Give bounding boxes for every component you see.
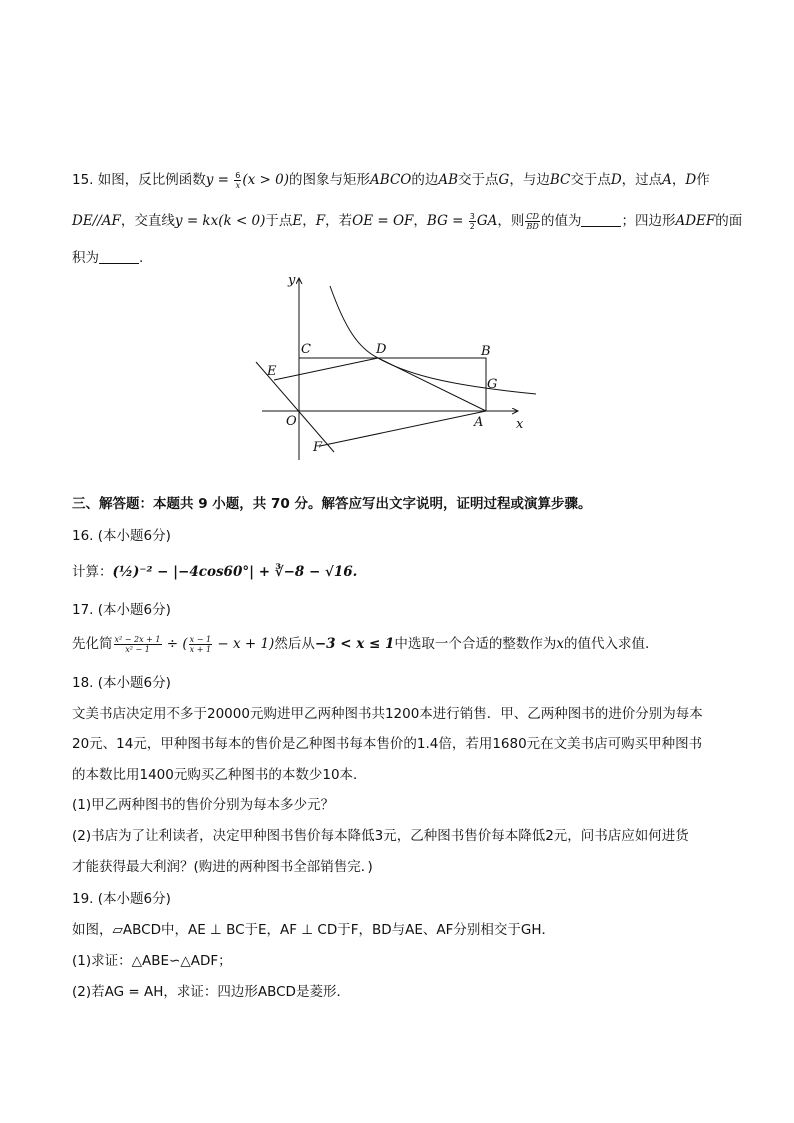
label-b: B: [481, 344, 491, 359]
label-c: C: [301, 342, 311, 357]
label-a: A: [474, 415, 484, 430]
q16-body: 计算：(½)⁻² − |−4cos60°| + ∛−8 − √16.: [72, 564, 358, 580]
q17-title: 17. (本小题6分): [72, 602, 171, 618]
label-y: y: [288, 273, 296, 288]
q18-line-2: 20元、14元，甲种图书每本的售价是乙种图书每本售价的1.4倍，若用1680元在文美书店可购买甲种图书: [72, 736, 703, 752]
label-x: x: [516, 417, 524, 432]
q17-body: 先化简 $\frac{\text{x² − 2x + 1}}{\text{x² − 1}}$ ÷ ( $\frac{x - 1}{x + 1}$ − x + 1)然后从−3 < x ≤ 1中选取一个合适的整数作为x的值代入求值.: [72, 634, 650, 654]
q15-line-3: 积为 .: [72, 250, 144, 266]
label-o: O: [286, 414, 297, 429]
q18-line-4: (1)甲乙两种图书的售价分别为每本多少元？: [72, 797, 335, 813]
hyperbola-curve: [330, 286, 536, 394]
rectangle-abco: [299, 358, 486, 411]
q18-line-5: (2)书店为了让利读者，决定甲种图书售价每本降低3元，乙种图书售价每本降低2元，问书店应如何进货: [72, 828, 689, 844]
q18-line-1: 文美书店决定用不多于20000元购进甲乙两种图书共1200本进行销售．甲、乙两种图书的进价分别为每本: [72, 706, 703, 722]
fraction-cd-over-bd: $\frac{CD}{BD}$: [526, 211, 539, 231]
fraction-6-over-x: $\frac{6}{x}$: [235, 170, 241, 190]
q19-title: 19. (本小题6分): [72, 891, 171, 907]
geometry-figure: [250, 268, 550, 468]
q16-title: 16. (本小题6分): [72, 528, 171, 544]
answer-blank-2: [99, 249, 139, 264]
label-f: F: [313, 440, 323, 455]
q18-line-3: 的本数比用1400元购买乙种图书的本数少10本．: [72, 767, 367, 783]
q15-line-2: DE//AF，交直线y = kx(k < 0)于点E，F，若OE = OF，BG = $\frac{3}{2}$ GA，则 $\frac{CD}{BD}$ 的值为 ；四边形ADEF的面: [72, 211, 743, 231]
label-g: G: [487, 377, 498, 392]
q15-line-1: 15. 如图，反比例函数y = $\frac{6}{x}$ (x > 0)的图象与矩形ABCO的边AB交于点G，与边BC交于点D，过点A，D作: [72, 170, 710, 190]
section-3-heading: 三、解答题：本题共 9 小题，共 70 分。解答应写出文字说明，证明过程或演算步骤。: [72, 496, 592, 512]
answer-blank-1: [581, 212, 621, 227]
label-d: D: [376, 342, 387, 357]
fraction-2: $\frac{x - 1}{x + 1}$: [189, 634, 212, 654]
segment-de: [274, 358, 378, 380]
fraction-1: $\frac{\text{x² − 2x + 1}}{\text{x² − 1}}$: [114, 634, 161, 654]
q19-line-1: 如图，▱ABCD中，AE ⊥ BC于E，AF ⊥ CD于F，BD与AE、AF分别相交于GH．: [72, 922, 556, 938]
segment-af: [320, 411, 486, 446]
segment-da: [378, 358, 486, 411]
label-e: E: [267, 364, 277, 379]
q18-title: 18. (本小题6分): [72, 675, 171, 691]
q19-line-2: (1)求证：△ABE∽△ADF；: [72, 953, 232, 969]
q18-line-6: 才能获得最大利润？(购进的两种图书全部销售完．): [72, 859, 373, 875]
q19-line-3: (2)若AG = AH，求证：四边形ABCD是菱形．: [72, 984, 350, 1000]
fraction-3-over-2: $\frac{3}{2}$: [469, 211, 475, 231]
